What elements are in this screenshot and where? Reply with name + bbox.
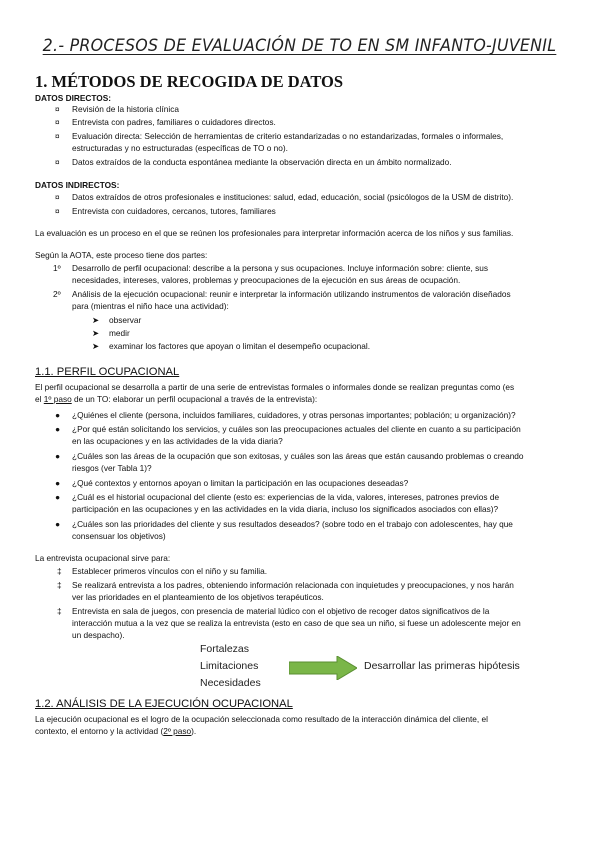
- bullet-marker: ●: [55, 478, 61, 488]
- analisis-line: contexto, el entorno y la actividad (2º paso).: [35, 726, 197, 736]
- flow-item-necesidades: Necesidades: [200, 677, 261, 689]
- bullet-marker: ¤: [55, 104, 60, 114]
- perfil-intro-line: el 1º paso de un TO: elaborar un perfil ocupacional a través de la entrevista):: [35, 394, 318, 404]
- flow-item-fortalezas: Fortalezas: [200, 643, 250, 655]
- aota-part-line: Análisis de la ejecución ocupacional: reunir e interpretar la información utilizando instrumentos de valoración diseñados: [72, 289, 511, 299]
- aota-part-line: necesidades, intereses, valores, problemas y preocupaciones de la ejecución en sus áreas de ocupación.: [72, 275, 461, 285]
- bullet-marker: ‡: [57, 606, 62, 616]
- paragraph-aota-intro: Según la AOTA, este proceso tiene dos partes:: [35, 250, 208, 260]
- list-item: Datos extraídos de otros profesionales e instituciones: salud, edad, educación, social (psicólogos de la USM de distrito).: [72, 192, 514, 202]
- question-item: ¿Quiénes el cliente (persona, incluidos familiares, cuidadores, y otras personas importantes; población; u organización)?: [72, 410, 516, 420]
- list-item-continuation: estructuradas y no estructuradas (específicas de TO o no).: [72, 143, 288, 153]
- list-item: Entrevista con padres, familiares o cuidadores directos.: [72, 117, 276, 127]
- aota-part-line: Desarrollo de perfil ocupacional: describe a la persona y sus ocupaciones. Incluye información sobre: cliente, sus: [72, 263, 488, 273]
- bullet-marker: ●: [55, 519, 61, 529]
- bullet-marker: ¤: [55, 206, 60, 216]
- list-item: Evaluación directa: Selección de herramientas de criterio estandarizadas o no estandarizadas, formales o informales,: [72, 131, 504, 141]
- action-item: examinar los factores que apoyan o limitan el desempeño ocupacional.: [109, 341, 371, 351]
- bullet-marker: ¤: [55, 117, 60, 127]
- bullet-marker: ●: [55, 451, 61, 461]
- action-item: medir: [109, 328, 130, 338]
- label-datos-indirectos: DATOS INDIRECTOS:: [35, 180, 120, 190]
- step-number: 2º: [53, 289, 61, 299]
- list-item: Entrevista con cuidadores, cercanos, tutores, familiares: [72, 206, 276, 216]
- entrevista-item-continuation: interacción mutua a la vez que se realiza la entrevista (esto en caso de que sea un niño, si fuese un adolescente mejor en: [72, 618, 521, 628]
- entrevista-item-continuation: un despacho).: [72, 630, 125, 640]
- question-item-continuation: participación en las ocupaciones y en las actividades en la vida diaria, incluso los significados asociados con ellas)?: [72, 504, 499, 514]
- question-item-continuation: en las ocupaciones y en las actividades de la vida diaria?: [72, 436, 283, 446]
- perfil-intro-line: El perfil ocupacional se desarrolla a partir de una serie de entrevistas formales o informales donde se realizan preguntas como (es: [35, 382, 515, 392]
- question-item: ¿Cuál es el historial ocupacional del cliente (esto es: experiencias de la vida, valores, intereses, patrones previos de: [72, 492, 500, 502]
- question-item-continuation: consensuar los objetivos): [72, 531, 166, 541]
- flow-result: Desarrollar las primeras hipótesis: [364, 660, 520, 672]
- paragraph-evaluacion: La evaluación es un proceso en el que se reúnen los profesionales para interpretar información acerca de los niños y sus familias.: [35, 228, 514, 238]
- question-item: ¿Por qué están solicitando los servicios, y cuáles son las preocupaciones actuales del cliente en cuanto a su participación: [72, 424, 521, 434]
- section-heading-analisis: 1.2. ANÁLISIS DE LA EJECUCIÓN OCUPACIONAL: [35, 698, 293, 710]
- document-title: 2.- PROCESOS DE EVALUACIÓN DE TO EN SM INFANTO-JUVENIL: [42, 36, 557, 56]
- aota-part-line: para (mientras el niño hace una actividad):: [72, 301, 229, 311]
- arrow-bullet-icon: ➤: [92, 315, 99, 325]
- bullet-marker: ¤: [55, 131, 60, 141]
- analisis-line: La ejecución ocupacional es el logro de la ocupación seleccionada como resultado de la interacción dinámica del cliente, el: [35, 714, 488, 724]
- bullet-marker: ‡: [57, 580, 62, 590]
- paragraph-entrevista-intro: La entrevista ocupacional sirve para:: [35, 553, 171, 563]
- action-item: observar: [109, 315, 142, 325]
- bullet-marker: ●: [55, 424, 61, 434]
- bullet-marker: ●: [55, 410, 61, 420]
- question-item: ¿Qué contextos y entornos apoyan o limitan la participación en las ocupaciones deseadas?: [72, 478, 409, 488]
- entrevista-item: Establecer primeros vínculos con el niño y su familia.: [72, 566, 268, 576]
- bullet-marker: ‡: [57, 566, 62, 576]
- entrevista-item: Se realizará entrevista a los padres, obteniendo información relacionada con inquietudes y preocupaciones, y nos harán: [72, 580, 514, 590]
- entrevista-item-continuation: ver las prioridades en el planteamiento de los objetivos terapéuticos.: [72, 592, 324, 602]
- bullet-marker: ¤: [55, 157, 60, 167]
- entrevista-item: Entrevista en sala de juegos, con presencia de material lúdico con el objetivo de recoger datos significativos de la: [72, 606, 490, 616]
- section-heading-perfil: 1.1. PERFIL OCUPACIONAL: [35, 366, 180, 378]
- bullet-marker: ¤: [55, 192, 60, 202]
- question-item: ¿Cuáles son las prioridades del cliente y sus resultados deseados? (sobre todo en el trabajo con adolescentes, hay que: [72, 519, 513, 529]
- right-arrow-icon: [289, 656, 357, 680]
- question-item-continuation: riesgos (ver Tabla 1)?: [72, 463, 152, 473]
- flow-item-limitaciones: Limitaciones: [200, 660, 259, 672]
- question-item: ¿Cuáles son las áreas de la ocupación que son exitosas, y cuáles son las áreas que están causando problemas o creando: [72, 451, 524, 461]
- section-heading-metodos: 1. MÉTODOS DE RECOGIDA DE DATOS: [35, 72, 344, 91]
- list-item: Revisión de la historia clínica: [72, 104, 179, 114]
- list-item: Datos extraídos de la conducta espontánea mediante la observación directa en un ámbito normalizado.: [72, 157, 452, 167]
- label-datos-directos: DATOS DIRECTOS:: [35, 93, 112, 103]
- arrow-bullet-icon: ➤: [92, 341, 99, 351]
- arrow-bullet-icon: ➤: [92, 328, 99, 338]
- step-number: 1º: [53, 263, 61, 273]
- bullet-marker: ●: [55, 492, 61, 502]
